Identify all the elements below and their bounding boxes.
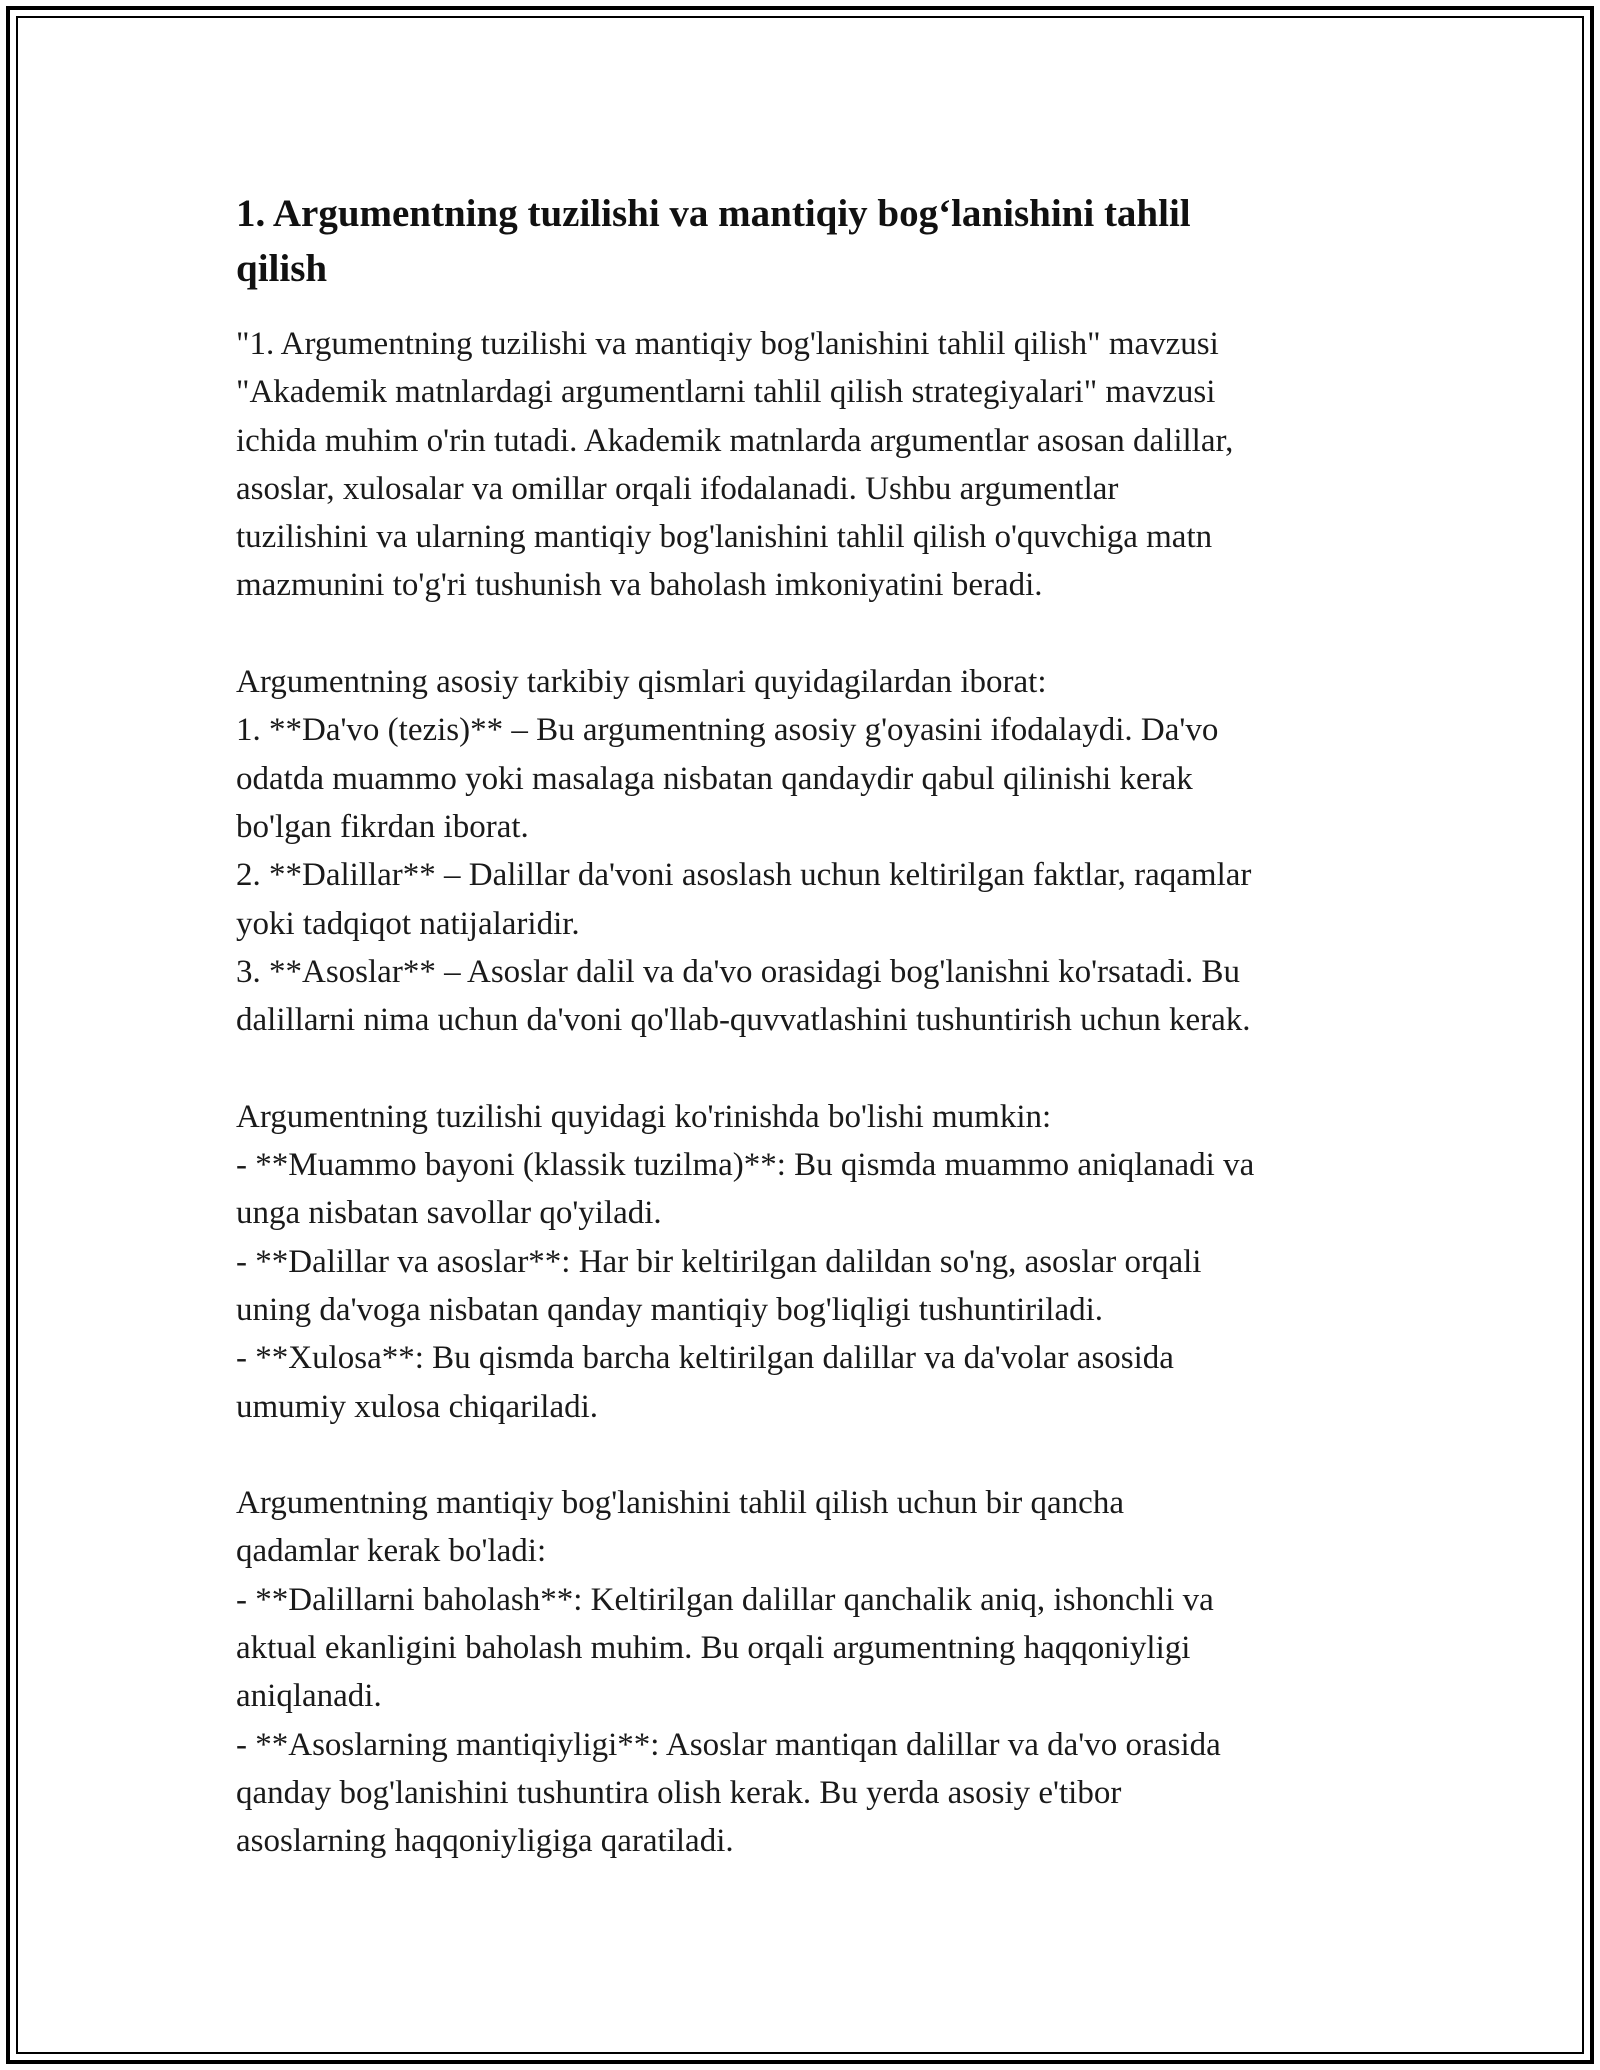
paragraph-intro bbox=[236, 320, 1386, 610]
text-line: qadamlar kerak bo'ladi: bbox=[236, 1533, 547, 1570]
paragraph-gap bbox=[236, 1044, 1386, 1092]
text-line: asoslarning haqqoniyligiga qaratiladi. bbox=[236, 1823, 734, 1860]
section-heading bbox=[236, 186, 1386, 296]
text-line: odatda muammo yoki masalaga nisbatan qandaydir qabul qilinishi kerak bbox=[236, 760, 1193, 797]
text-line: Argumentning mantiqiy bog'lanishini tahlil qilish uchun bir qancha bbox=[236, 1485, 1124, 1522]
text-line: aktual ekanligini baholash muhim. Bu orqali argumentning haqqoniyligi bbox=[236, 1630, 1191, 1667]
text-line: "1. Argumentning tuzilishi va mantiqiy bog'lanishini tahlil qilish" mavzusi bbox=[236, 326, 1219, 362]
text-line: mazmunini to'g'ri tushunish va baholash imkoniyatini beradi. bbox=[236, 567, 1043, 604]
list-item-line: - **Muammo bayoni (klassik tuzilma)**: Bu qismda muammo aniqlanadi va bbox=[236, 1147, 1255, 1184]
text-line: "Akademik matnlardagi argumentlarni tahlil qilish strategiyalari" mavzusi bbox=[236, 374, 1216, 411]
text-line: Argumentning tuzilishi quyidagi ko'rinishda bo'lishi mumkin: bbox=[236, 1098, 1052, 1135]
text-line: Argumentning asosiy tarkibiy qismlari quyidagilardan iborat: bbox=[236, 664, 1047, 701]
text-line: aniqlanadi. bbox=[236, 1678, 382, 1715]
list-item-line: 1. **Da'vo (tezis)** – Bu argumentning asosiy g'oyasini ifodalaydi. Da'vo bbox=[236, 712, 1219, 749]
text-line: yoki tadqiqot natijalaridir. bbox=[236, 905, 580, 942]
text-line: ichida muhim o'rin tutadi. Akademik matnlarda argumentlar asosan dalillar, bbox=[236, 422, 1234, 459]
list-item-line: - **Xulosa**: Bu qismda barcha keltirilgan dalillar va da'volar asosida bbox=[236, 1340, 1174, 1377]
paragraph-structure bbox=[236, 1093, 1386, 1431]
paragraph-components bbox=[236, 658, 1386, 1044]
text-line: tuzilishini va ularning mantiqiy bog'lanishini tahlil qilish o'quvchiga matn bbox=[236, 519, 1213, 556]
list-item-line: 3. **Asoslar** – Asoslar dalil va da'vo orasidagi bog'lanishni ko'rsatadi. Bu bbox=[236, 953, 1241, 990]
heading-line: 1. Argumentning tuzilishi va mantiqiy bog‘lanishini tahlil bbox=[236, 192, 1191, 235]
text-line: uning da'voga nisbatan qanday mantiqiy bog'liqligi tushuntiriladi. bbox=[236, 1291, 1104, 1328]
list-item-line: - **Dalillar va asoslar**: Har bir keltirilgan dalildan so'ng, asoslar orqali bbox=[236, 1243, 1202, 1280]
heading-line: qilish bbox=[236, 247, 328, 290]
paragraph-analysis bbox=[236, 1479, 1386, 1865]
text-line: qanday bog'lanishini tushuntira olish kerak. Bu yerda asosiy e'tibor bbox=[236, 1774, 1122, 1811]
text-line: unga nisbatan savollar qo'yiladi. bbox=[236, 1195, 662, 1232]
text-line: bo'lgan fikrdan iborat. bbox=[236, 808, 529, 845]
text-line: dalillarni nima uchun da'voni qo'llab-quvvatlashini tushuntirish uchun kerak. bbox=[236, 1002, 1251, 1039]
text-line: asoslar, xulosalar va omillar orqali ifodalanadi. Ushbu argumentlar bbox=[236, 470, 1119, 507]
paragraph-gap bbox=[236, 610, 1386, 658]
text-line: umumiy xulosa chiqariladi. bbox=[236, 1388, 599, 1425]
list-item-line: 2. **Dalillar** – Dalillar da'voni asoslash uchun keltirilgan faktlar, raqamlar bbox=[236, 857, 1252, 894]
document-body bbox=[236, 186, 1386, 1866]
paragraph-gap bbox=[236, 1431, 1386, 1479]
list-item-line: - **Asoslarning mantiqiyligi**: Asoslar mantiqan dalillar va da'vo orasida bbox=[236, 1726, 1221, 1763]
list-item-line: - **Dalillarni baholash**: Keltirilgan dalillar qanchalik aniq, ishonchli va bbox=[236, 1581, 1214, 1618]
